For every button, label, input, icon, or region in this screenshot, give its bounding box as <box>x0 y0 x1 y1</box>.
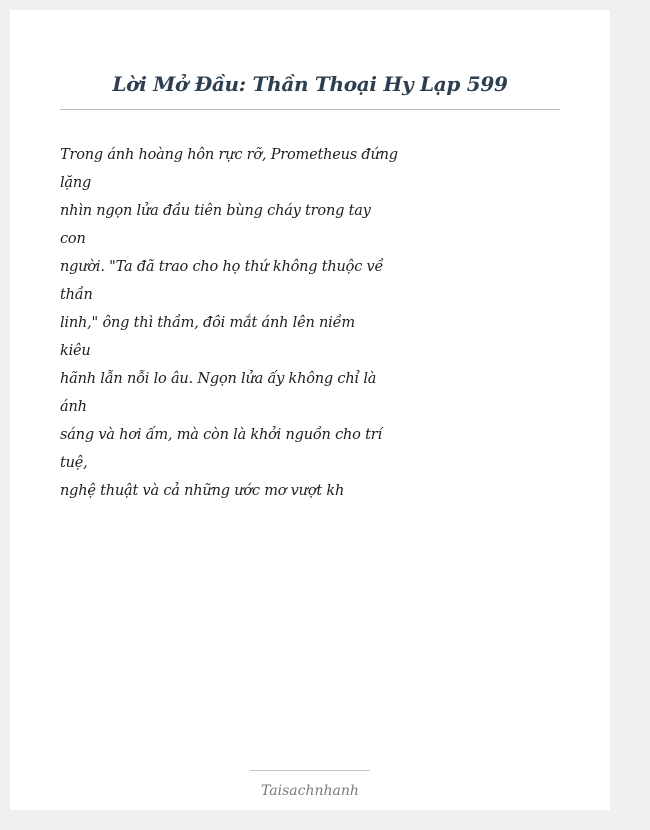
text-line: linh," ông thì thầm, đôi mắt ánh lên niềm <box>60 315 355 331</box>
footer-text: Taisachnhanh <box>261 783 359 799</box>
text-line: nhìn ngọn lửa đầu tiên bùng cháy trong tay <box>60 203 371 219</box>
text-line: sáng và hơi ấm, mà còn là khởi nguồn cho trí <box>60 427 382 443</box>
text-line: kiêu <box>60 343 91 359</box>
text-line: hãnh lẫn nỗi lo âu. Ngọn lửa ấy không chỉ là <box>60 371 377 387</box>
footer-divider <box>250 770 370 771</box>
body-text <box>60 141 398 505</box>
text-line: Trong ánh hoàng hôn rực rỡ, Prometheus đứng <box>60 147 398 163</box>
text-line: người. "Ta đã trao cho họ thứ không thuộc về <box>60 259 384 275</box>
page-title: Lời Mở Đầu: Thần Thoại Hy Lạp 599 <box>112 72 508 96</box>
title-divider <box>60 109 560 110</box>
text-line: ánh <box>60 399 87 415</box>
text-line: lặng <box>60 175 92 191</box>
text-line: nghệ thuật và cả những ước mơ vượt kh <box>60 483 345 499</box>
text-line: thần <box>60 287 93 303</box>
text-line: tuệ, <box>60 455 88 471</box>
document-page <box>10 10 610 810</box>
text-line: con <box>60 231 86 247</box>
